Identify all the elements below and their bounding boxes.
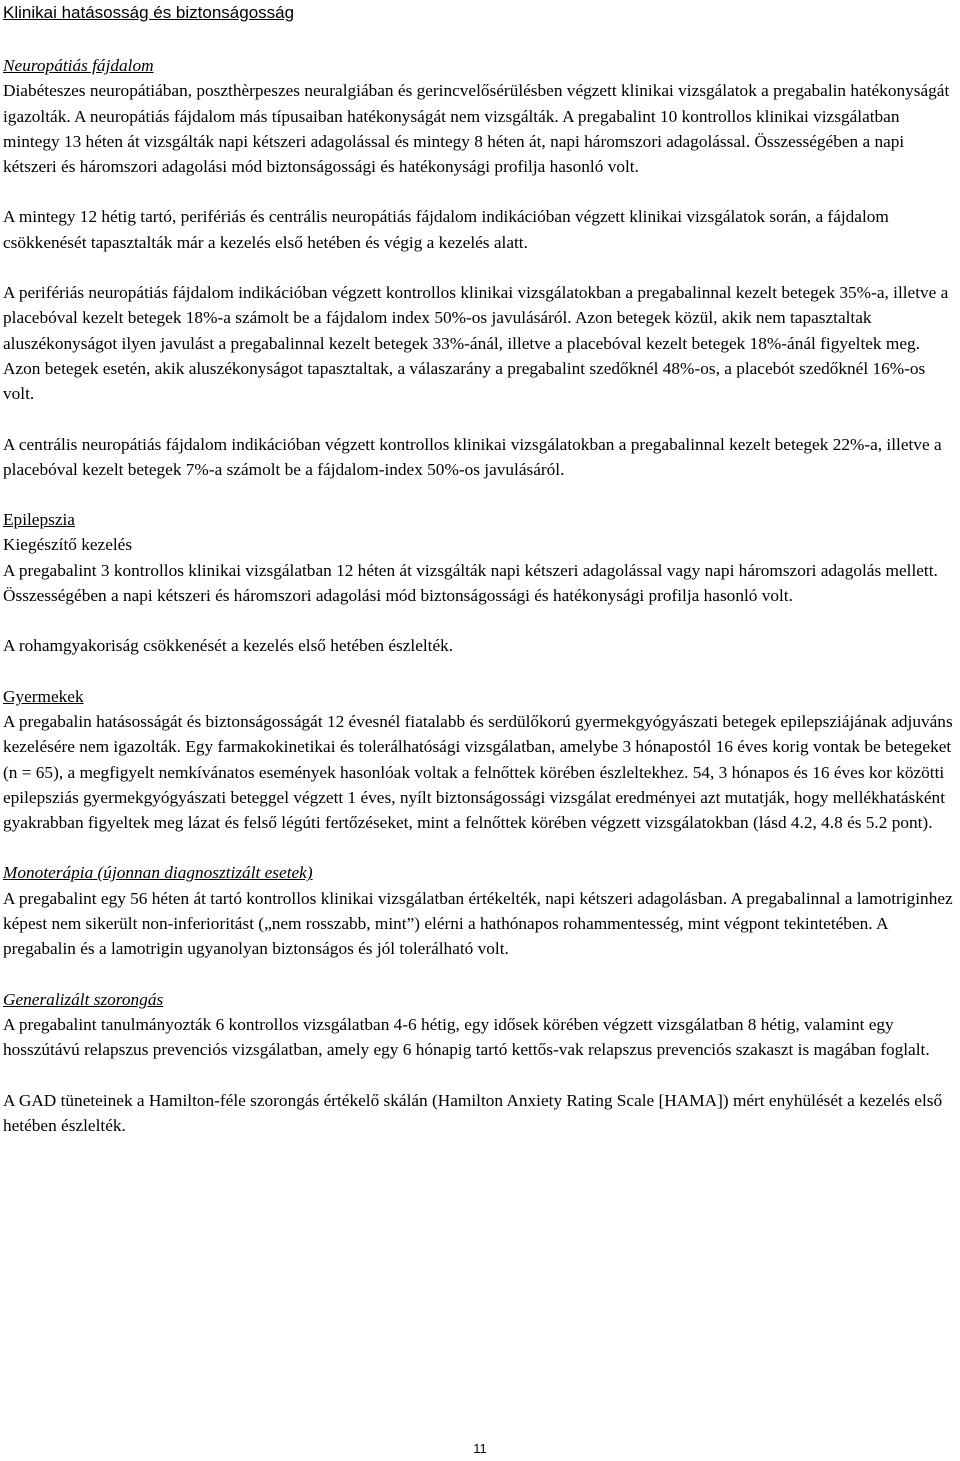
- paragraph: A mintegy 12 hétig tartó, perifériás és centrális neuropátiás fájdalom indikációban végzett klinikai vizsgálatok során, a fájdalom csökkenését tapasztalták már a kezelés első hetében és végig a kezelés alatt.: [3, 207, 889, 252]
- paragraph: A GAD tüneteinek a Hamilton-féle szorongás értékelő skálán (Hamilton Anxiety Rating Scale [HAMA]) mért enyhülését a kezelés első hetében észlelték.: [3, 1090, 943, 1135]
- paragraph: A pregabalint egy 56 héten át tartó kontrollos klinikai vizsgálatban értékelték, napi kétszeri adagolásban. A pregabalinnal a lamotriginhez képest nem sikerült non-inferioritást („nem rosszabb, mint”) elérni a hathónapos rohammentesség, mint végpont tekintetében. A pregabalin és a lamotrigin ugyanolyan biztonságos és jól tolerálható volt.: [3, 888, 953, 959]
- paragraph: Diabéteszes neuropátiában, poszthèrpeszes neuralgiában és gerincvelősérülésben végzett klinikai vizsgálatok a pregabalin hatékonyságát igazolták. A neuropátiás fájdalom más típusaiban hatékonyságát nem vizsgálták. A pregabalint 10 kontrollos klinikai vizsgálatban mintegy 13 héten át vizsgálták napi kétszeri adagolással és mintegy 8 héten át, napi háromszori adagolással. Összességében a napi kétszeri és háromszori adagolási mód biztonságossági és hatékonysági profilja hasonló volt.: [3, 81, 950, 177]
- paragraph: A rohamgyakoriság csökkenését a kezelés első hetében észlelték.: [3, 636, 454, 656]
- page-title: Klinikai hatásosság és biztonságosság: [3, 3, 295, 22]
- section-title-children: Gyermekek: [3, 686, 84, 706]
- section-title-monotherapy: Monoterápia (újonnan diagnosztizált esetek): [3, 863, 313, 883]
- section-title-gad: Generalizált szorongás: [3, 989, 164, 1009]
- section-title-epilepsy: Epilepszia: [3, 510, 75, 530]
- paragraph: A pregabalint tanulmányozták 6 kontrollos vizsgálatban 4-6 hétig, egy idősek körében végzett vizsgálatban 8 hétig, valamint egy hosszútávú relapszus prevenciós vizsgálatban, amely egy 6 hónapig tartó kettős-vak relapszus prevenciós szakaszt is magában foglalt.: [3, 1014, 930, 1060]
- page-number: 11: [473, 1441, 487, 1456]
- section-subtitle: Kiegészítő kezelés: [3, 535, 133, 555]
- paragraph: A centrális neuropátiás fájdalom indikációban végzett kontrollos klinikai vizsgálatokban a pregabalinnal kezelt betegek 22%-a, illetve a placebóval kezelt betegek 7%-a számolt be a fájdalom-index 50%-os javulásáról.: [3, 434, 942, 479]
- document-page: [3, 0, 955, 1138]
- paragraph: A pregabalint 3 kontrollos klinikai vizsgálatban 12 héten át vizsgálták napi kétszeri adagolással vagy napi háromszori adagolás mellett. Összességében a napi kétszeri és háromszori adagolási mód biztonságossági és hatékonysági profilja hasonló volt.: [3, 560, 938, 606]
- paragraph: A pregabalin hatásosságát és biztonságosságát 12 évesnél fiatalabb és serdülőkorú gyermekgyógyászati betegek epilepsziájának adjuváns kezelésére nem igazolták. Egy farmakokinetikai és tolerálhatósági vizsgálatban, amelybe 3 hónapostól 16 éves korig vontak be betegeket (n = 65), a megfigyelt nemkívánatos események hasonlóak voltak a felnőttek körében észleltekhez. 54, 3 hónapos és 16 éves kor közötti epilepsziás gyermekgyógyászati beteggel végzett 1 éves, nyílt biztonságossági vizsgálat eredményei azt mutatják, hogy mellékhatásként gyakrabban figyeltek meg lázat és felső légúti fertőzéseket, mint a felnőttek körében végzett vizsgálatokban (lásd 4.2, 4.8 és 5.2 pont).: [3, 711, 953, 833]
- paragraph: A perifériás neuropátiás fájdalom indikációban végzett kontrollos klinikai vizsgálatokban a pregabalinnal kezelt betegek 35%-a, illetve a placebóval kezelt betegek 18%-a számolt be a fájdalom index 50%-os javulásáról. Azon betegek közül, akik nem tapasztaltak aluszékonyságot ilyen javulást a pregabalinnal kezelt betegek 33%-ánál, illetve a placebóval kezelt betegek 18%-ánál figyeltek meg. Azon betegek esetén, akik aluszékonyságot tapasztaltak, a válaszarány a pregabalint szedőknél 48%-os, a placebót szedőknél 16%-os volt.: [3, 283, 949, 404]
- section-title-neuropathic: Neuropátiás fájdalom: [3, 56, 154, 75]
